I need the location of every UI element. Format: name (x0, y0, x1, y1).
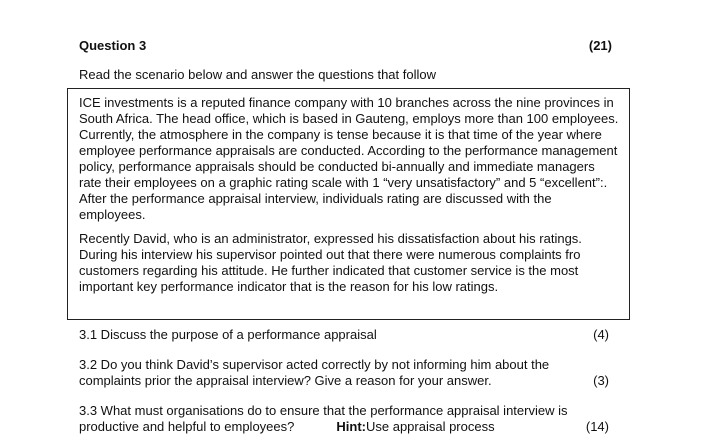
question-3-1 (79, 327, 609, 343)
scenario-paragraph-1: ICE investments is a reputed finance company with 10 branches across the nine provinces in South Africa. The head office, which is based in Gauteng, employs more than 100 employees. Currently, the atmosphere in the company is tense because it is that time of the year where employee performance appraisals are conducted. According to the performance management policy, performance appraisals should be conducted bi-annually and immediate managers rate their employees on a graphic rating scale with 1 “very unsatisfactory” and 5 “excellent”:. After the performance appraisal interview, individuals rating are discussed with the employees. (79, 95, 619, 222)
instructions: Read the scenario below and answer the questions that follow (79, 67, 436, 82)
question-text: 3.2 Do you think David’s supervisor acted correctly by not informing him about the complaints prior the appraisal interview? Give a reason for your answer. (79, 357, 550, 388)
question-text: 3.3 What must organisations do to ensure that the performance appraisal interview is productive and helpful to employees? (79, 403, 568, 434)
scenario-box (67, 88, 630, 320)
question-title: Question 3 (79, 38, 147, 53)
question-text: 3.1 Discuss the purpose of a performance appraisal (79, 327, 377, 342)
question-marks: (14) (585, 419, 609, 434)
hint (336, 419, 494, 434)
question-text-wrap (79, 403, 569, 435)
hint-text: Use appraisal process (365, 419, 495, 434)
question-3-3 (79, 403, 609, 435)
question-marks: (3) (593, 373, 609, 388)
question-marks: (4) (593, 327, 609, 342)
scenario-paragraph-2: Recently David, who is an administrator, expressed his dissatisfaction about his ratings. During his interview his supervisor pointed out that there were numerous complaints fro customers regarding his attitude. He further indicated that customer service is the most important key performance indicator that is the reason for his low ratings. (79, 231, 582, 294)
question-header (79, 38, 612, 53)
question-3-2 (79, 357, 609, 389)
total-marks: (21) (588, 38, 612, 53)
hint-label: Hint: (336, 419, 366, 434)
